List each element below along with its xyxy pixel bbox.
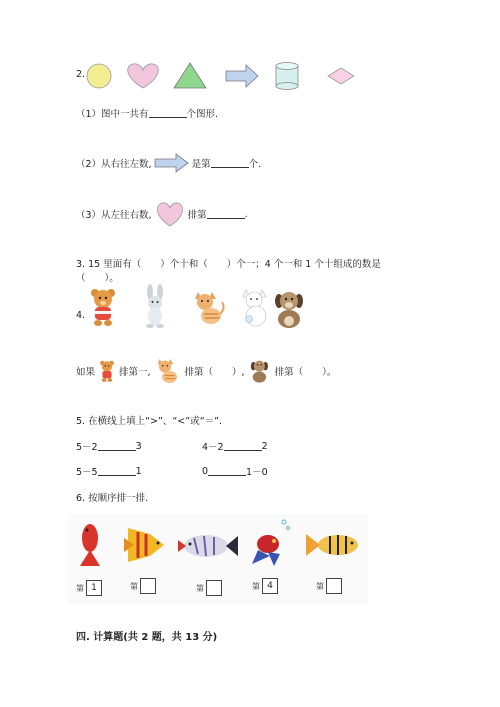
q2-sub1-prefix: （1）图中一共有 <box>76 109 149 120</box>
q2-sub2 <box>76 152 261 174</box>
order-slot <box>252 578 278 594</box>
order-box[interactable] <box>206 580 222 596</box>
order-slot <box>76 580 102 596</box>
arrow-shape <box>226 65 258 87</box>
q5-item <box>202 439 268 453</box>
fish-icon <box>250 516 294 568</box>
dog-icon <box>272 288 308 330</box>
q3-line1: 3. 15 里面有（ ）个十和（ ）个一；4 个一和 1 个十组成的数是 <box>76 259 381 270</box>
q5-right: 1 <box>135 465 142 477</box>
diamond-shape <box>328 68 354 84</box>
order-slot <box>316 578 342 594</box>
q4-sentence-d: 排第（ ）。 <box>274 367 337 378</box>
q2-sub2-prefix: （2）从右往左数, <box>76 159 152 170</box>
order-box[interactable] <box>140 578 156 594</box>
triangle-shape <box>174 63 206 88</box>
dog-icon <box>249 358 271 384</box>
q2-sub3-prefix: （3）从左往右数, <box>76 210 152 221</box>
q2-sub3-suffix-b: . <box>244 208 248 220</box>
q5-item <box>76 464 142 478</box>
answer-blank[interactable] <box>207 209 245 219</box>
fish-icon <box>176 528 240 564</box>
q2-sub1 <box>76 106 218 120</box>
q6-title: 6. 按顺序排一排. <box>76 493 149 504</box>
cat-icon <box>192 288 226 328</box>
answer-blank[interactable] <box>149 108 187 118</box>
order-box[interactable]: 1 <box>86 580 102 596</box>
q5-right: 2 <box>261 440 268 452</box>
fish-icon <box>76 522 104 568</box>
order-slot <box>130 578 156 594</box>
q2-sub1-suffix: 个图形. <box>186 109 219 120</box>
section-title: 四. 计算题(共 2 题，共 13 分) <box>76 632 218 643</box>
bear-icon <box>88 286 118 328</box>
answer-blank[interactable] <box>98 466 136 476</box>
fish-icon <box>304 526 366 564</box>
white-cat-icon <box>240 286 272 330</box>
q4-sentence <box>76 358 336 384</box>
q4-sentence-a: 如果 <box>76 367 96 378</box>
q2-number: 2. <box>76 69 86 80</box>
circle-shape <box>87 64 111 88</box>
shapes-row <box>86 60 366 92</box>
heart-icon <box>154 200 186 228</box>
q4-number: 4. <box>76 310 86 321</box>
q4-sentence-b: 排第一, <box>119 367 151 378</box>
order-box[interactable]: 4 <box>262 578 278 594</box>
q5-item <box>76 439 142 453</box>
cylinder-shape <box>276 63 298 90</box>
q5-title: 5. 在横线上填上“>”、“<”或“＝”. <box>76 416 223 427</box>
q5-right: 3 <box>135 440 142 452</box>
q5-left: 4－2 <box>202 442 224 453</box>
fish-panel <box>68 514 368 604</box>
q4-sentence-c: 排第（ ）, <box>184 367 245 378</box>
q5-left: 0 <box>202 465 209 477</box>
rabbit-icon <box>140 284 170 330</box>
arrow-icon <box>154 152 190 174</box>
q3-line2: （ ）。 <box>76 273 119 284</box>
answer-blank[interactable] <box>98 441 136 451</box>
fish-icon <box>120 524 170 566</box>
order-label: 第 <box>316 581 324 591</box>
order-box[interactable] <box>326 578 342 594</box>
q5-item <box>202 464 268 478</box>
order-label: 第 <box>130 581 138 591</box>
order-slot <box>196 580 222 596</box>
heart-shape <box>128 64 159 88</box>
q5-left: 5－2 <box>76 442 98 453</box>
q2-sub2-suffix-b: 个. <box>248 159 262 170</box>
bear-icon <box>98 359 116 383</box>
q5-right: 1－0 <box>246 467 268 478</box>
answer-blank[interactable] <box>211 158 249 168</box>
cat-icon <box>155 356 181 386</box>
order-label: 第 <box>252 581 260 591</box>
answer-blank[interactable] <box>224 441 262 451</box>
answer-blank[interactable] <box>208 466 246 476</box>
q2-sub2-suffix-a: 是第 <box>191 159 211 170</box>
order-label: 第 <box>196 583 204 593</box>
q5-left: 5－5 <box>76 467 98 478</box>
q2-sub3 <box>76 200 248 228</box>
q2-sub3-suffix-a: 排第 <box>187 210 207 221</box>
order-label: 第 <box>76 583 84 593</box>
